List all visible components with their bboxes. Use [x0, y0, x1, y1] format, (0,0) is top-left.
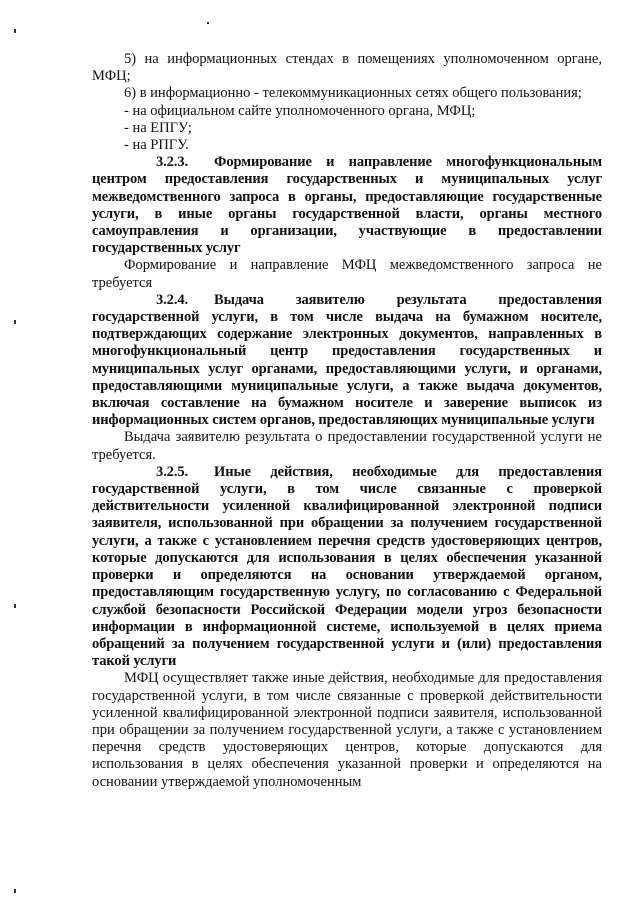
- list-item: - на ЕПГУ;: [124, 119, 192, 136]
- section-body: Выдача заявителю результата о предоставлении государственной услуги не требуется.: [92, 429, 602, 463]
- section-heading-3-2-3: [92, 154, 602, 257]
- list-item: 6) в информационно - телекоммуникационных сетях общего пользования;: [124, 85, 582, 102]
- list-item: - на официальном сайте уполномоченного органа, МФЦ;: [124, 102, 476, 119]
- section-number: 3.2.5.: [156, 463, 189, 480]
- scan-mark: [14, 29, 16, 33]
- scan-mark: [207, 22, 209, 24]
- section-heading-text: Формирование и направление многофункциональным центром предоставления государственных и муниципальных услуг межведомственного запроса в органы, предоставляющие государственные услуги, в иные органы государственной власти, органы местного самоуправления и организации, участвующие в предоставлении государственных услуг: [92, 154, 602, 257]
- list-item: - на РПГУ.: [124, 137, 189, 154]
- section-heading-3-2-4: [92, 292, 602, 430]
- section-body: Формирование и направление МФЦ межведомственного запроса не требуется: [92, 257, 602, 291]
- section-number: 3.2.4.: [156, 291, 189, 308]
- section-number: 3.2.3.: [156, 154, 189, 171]
- scan-mark: [14, 889, 16, 893]
- scan-mark: [14, 604, 16, 608]
- section-heading-3-2-5: [92, 464, 602, 670]
- section-heading-text: Иные действия, необходимые для предоставления государственной услуги, в том числе связанные с проверкой действительности усиленной квалифицированной электронной подписи заявителя, использованной при обращении за получением государственной услуги, а также с установлением перечня средств удостоверяющих центров, которые допускаются для использования в целях обеспечения указанной проверки и определяются на основании утверждаемой органом, предоставляющим государственную услугу, по согласованию с Федеральной службой безопасности Российской Федерации модели угроз безопасности информации в информационной системе, используемой в целях приема обращений за получением государственной услуги и (или) предоставления такой услуги: [92, 463, 602, 670]
- scan-mark: [14, 320, 16, 324]
- section-heading-text: Выдача заявителю результата предоставления государственной услуги, в том числе выдача на бумажном носителе, подтверждающих содержание электронных документов, направленных в многофункциональный центр предоставления государственных и муниципальных услуг органами, предоставляющими услуги, и органами, предоставляющими муниципальные услуги, а также выдача документов, включая составление на бумажном носителе и заверение выписок из информационных систем органов, предоставляющих муниципальные услуги: [92, 291, 602, 429]
- list-item: 5) на информационных стендах в помещениях уполномоченном органе, МФЦ;: [92, 51, 602, 85]
- document-page: [92, 51, 602, 791]
- section-body: МФЦ осуществляет также иные действия, необходимые для предоставления государственной услуги, в том числе связанные с проверкой действительности усиленной квалифицированной электронной подписи заявителя, использованной при обращении за получением государственной услуги, а также с установлением перечня средств удостоверяющих центров, которые допускаются для использования в целях обеспечения указанной проверки и определяются на основании утверждаемой уполномоченным: [92, 670, 602, 790]
